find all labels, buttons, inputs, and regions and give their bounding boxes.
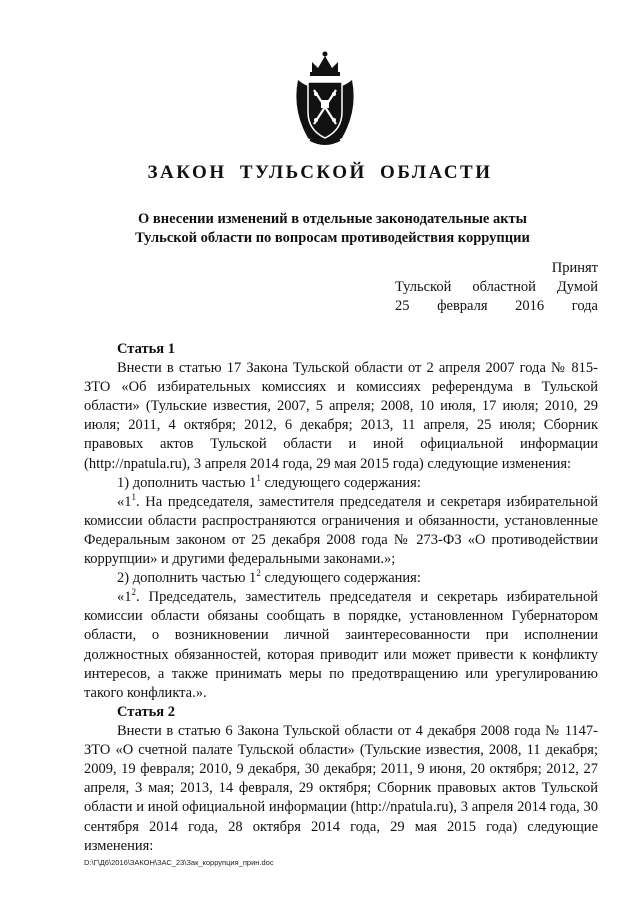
- article-1-item-1: 1) дополнить частью $1^1$ следующего содержания:: [117, 472, 421, 491]
- article-1-quote-2: «$1^2$. Председатель, заместитель председателя и секретарь избирательной комиссии области обязаны сообщать в порядке, установленном Губернатором области, о возникновении личной заинтересованности при исполнении должностных обязанностей, которая приводит или может привести к конфликту интересов, а также принимать меры по предотвращению или урегулированию такого конфликта.».: [84, 587, 598, 701]
- adopted-label: Принят: [551, 260, 598, 276]
- article-2: [84, 703, 598, 856]
- article-1-item-2: 2) дополнить частью $1^2$ следующего содержания:: [117, 568, 421, 587]
- tula-coat-of-arms-icon: [290, 50, 360, 150]
- article-1-quote-1: «$1^1$. На председателя, заместителя председателя и секретаря избирательной комиссии области распространяются ограничения и обязанности, установленные Федеральным законом от 25 декабря 2008 года № 273-ФЗ «О противодействии коррупции» и другими федеральными законами.»;: [84, 491, 598, 568]
- adopted-by: Тульской областной Думой: [395, 279, 598, 295]
- article-1-heading: Статья 1: [117, 341, 175, 357]
- file-path-footer: D:\Г\Д6\2016\ЗАКОН\ЗАС_23\Зак_коррупция_прин.doc: [84, 858, 274, 867]
- adopted-date: 25 февраля 2016 года: [395, 298, 598, 314]
- law-subject-line-2: Тульской области по вопросам противодействия коррупции: [135, 230, 530, 246]
- law-title: ЗАКОН ТУЛЬСКОЙ ОБЛАСТИ: [147, 162, 493, 183]
- article-2-heading: Статья 2: [117, 704, 175, 720]
- adoption-block: [395, 259, 598, 316]
- article-2-intro: Внести в статью 6 Закона Тульской области от 4 декабря 2008 года № 1147-ЗТО «О счетной палате Тульской области» (Тульские известия, 2008, 11 декабря; 2009, 19 февраля; 2010, 9 декабря, 30 декабря; 2011, 9 июня, 20 октября; 2012, 27 апреля, 3 мая; 2013, 14 февраля, 29 октября; Сборник правовых актов Тульской области и иной официальной информации (http://npatula.ru), 3 апреля 2014 года, 30 сентября 2014 года, 28 октября 2014 года, 29 мая 2015 года) следующие изменения:: [84, 723, 598, 854]
- law-subject: [60, 210, 605, 248]
- article-1: [84, 340, 598, 703]
- law-subject-line-1: О внесении изменений в отдельные законодательные акты: [138, 211, 527, 227]
- article-1-intro: Внести в статью 17 Закона Тульской области от 2 апреля 2007 года № 815-ЗТО «Об избирательных комиссиях и комиссиях референдума в Тульской области» (Тульские известия, 2007, 5 апреля; 2008, 10 июля, 17 июля; 2010, 29 июля; 2011, 4 октября; 2012, 6 декабря; 2013, 11 апреля, 25 июля; Сборник правовых актов Тульской области и иной официальной информации (http://npatula.ru), 3 апреля 2014 года, 29 мая 2015 года) следующие изменения:: [84, 360, 598, 472]
